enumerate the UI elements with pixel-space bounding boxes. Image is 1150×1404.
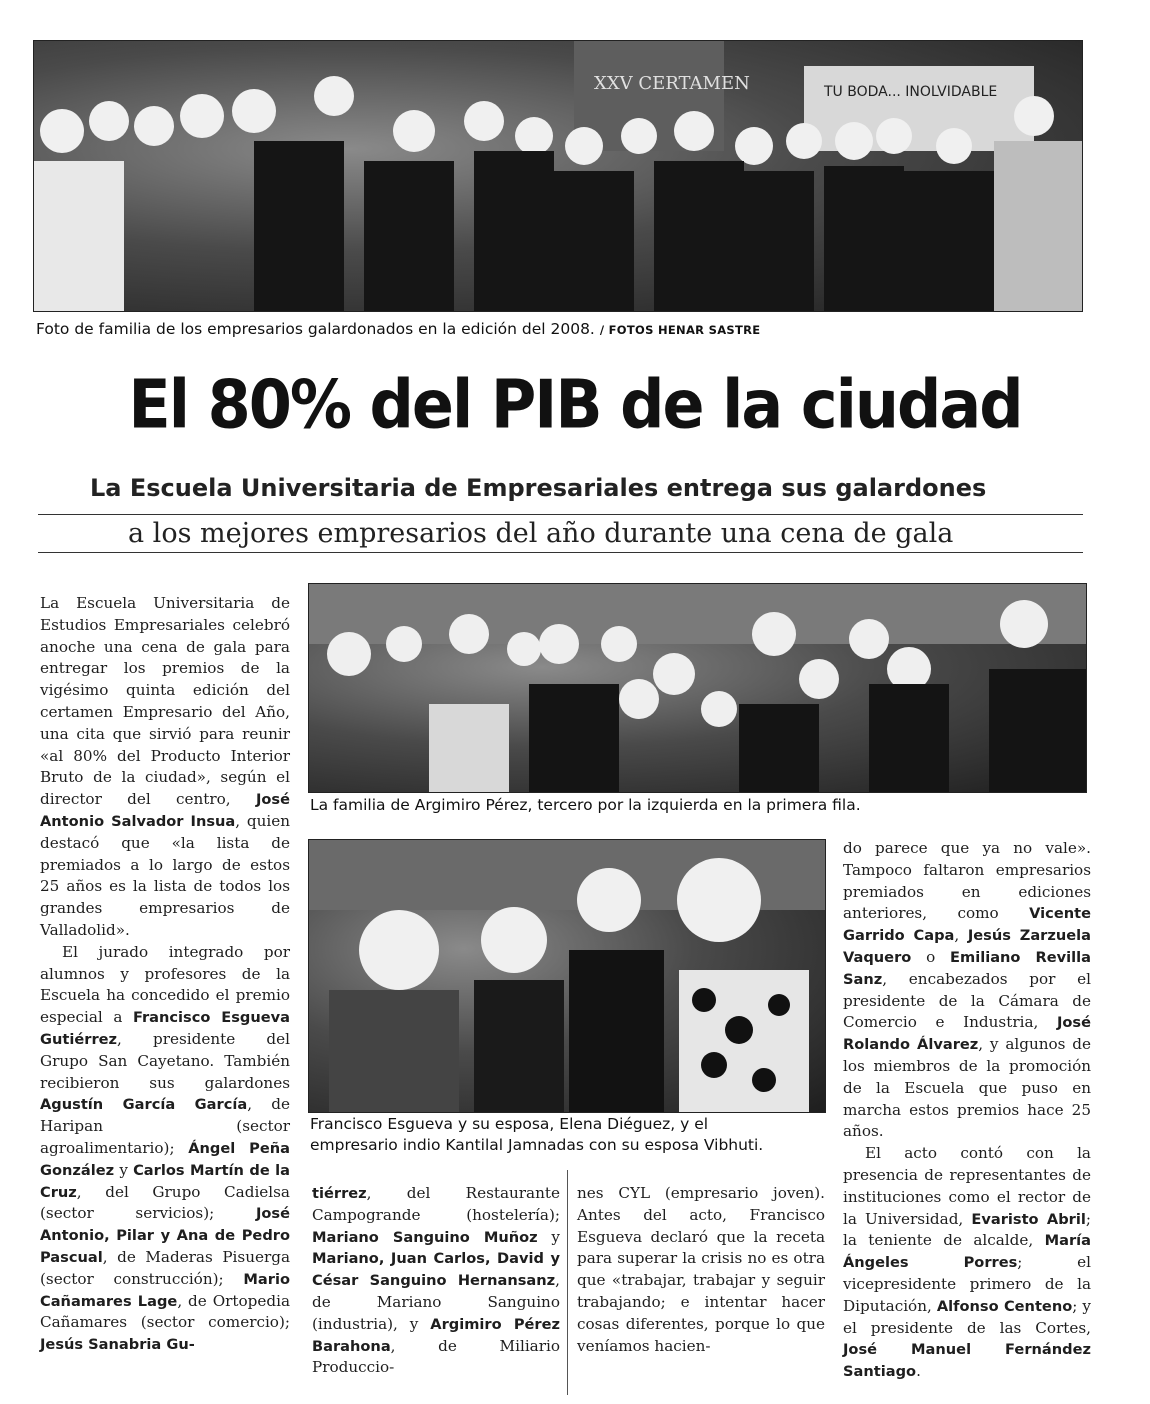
article-column-3: nes CYL (empresario joven). Antes del acto, Francisco Esgueva declaró que la receta para superar la crisis no es otra que «trabajar, trabajar y seguir trabajando; e intentar hacer cosas diferentes, porque lo que veníamos hacien- <box>577 1184 825 1355</box>
caption-esgueva-jamnadas <box>310 1114 763 1156</box>
article-column-2: tiérrez, del Restaurante Campogrande (hostelería); Mariano Sanguino Muñoz y Mariano, Juan Carlos, David y César Sanguino Hernansanz, de Mariano Sanguino (industria), y Argimiro Pérez Barahona, de Miliario Produccio- <box>312 1184 560 1377</box>
headline: El 80% del PIB de la ciudad <box>128 365 1022 444</box>
photo-perez-family <box>308 583 1087 793</box>
article-column-1: La Escuela Universitaria de Estudios Empresariales celebró anoche una cena de gala para entregar los premios de la vigésimo quinta edición del certamen Empresario del Año, una cita que sirvió para reunir «al 80% del Producto Interior Bruto de la ciudad», según el director del centro, José Antonio Salvador Insua, quien destacó que «la lista de premiados a lo largo de estos 25 años es la lista de todos los grandes empresarios de Valladolid». El jurado integrado por alumnos y profesores de la Escuela ha concedido el premio especial a Francisco Esgueva Gutiérrez, presidente del Grupo San Cayetano. También recibieron sus galardones Agustín García García, de Haripan (sector agroalimentario); Ángel Peña González y Carlos Martín de la Cruz, del Grupo Cadielsa (sector servicios); José Antonio, Pilar y Ana de Pedro Pascual, de Maderas Pisuerga (sector construcción); Mario Cañamares Lage, de Ortopedia Cañamares (sector comercio); Jesús Sanabria Gu- <box>40 594 290 1354</box>
sign-certamen: XXV CERTAMEN <box>594 73 750 94</box>
photo-credit: / FOTOS HENAR SASTRE <box>599 323 761 337</box>
caption-perez-family: La familia de Argimiro Pérez, tercero por la izquierda en la primera fila. <box>310 796 861 814</box>
caption-line-1: Francisco Esgueva y su esposa, Elena Diéguez, y el <box>310 1115 709 1133</box>
caption-group-photo <box>36 319 760 341</box>
column-divider <box>567 1170 568 1395</box>
caption-text: Foto de familia de los empresarios galardonados en la edición del 2008. <box>36 320 595 338</box>
photo-group-awardees <box>33 40 1083 312</box>
photo-esgueva-jamnadas <box>308 839 826 1113</box>
article-column-4: do parece que ya no vale». Tampoco faltaron empresarios premiados en ediciones anteriores, como Vicente Garrido Capa, Jesús Zarzuela Vaquero o Emiliano Revilla Sanz, encabezados por el presidente de la Cámara de Comercio e Industria, José Rolando Álvarez, y algunos de los miembros de la promoción de la Escuela que puso en marcha estos premios hace 25 años. El acto contó con la presencia de representantes de instituciones como el rector de la Universidad, Evaristo Abril; la teniente de alcalde, María Ángeles Porres; el vicepresidente primero de la Diputación, Alfonso Centeno; y el presidente de las Cortes, José Manuel Fernández Santiago. <box>843 839 1091 1381</box>
deck-rule-bottom <box>38 552 1083 553</box>
deck-line-2: a los mejores empresarios del año durante una cena de gala <box>128 518 954 549</box>
sign-boda: TU BODA... INOLVIDABLE <box>824 84 998 100</box>
deck-line-1: La Escuela Universitaria de Empresariales entrega sus galardones <box>90 474 987 502</box>
deck-rule <box>38 514 1083 515</box>
caption-line-2: empresario indio Kantilal Jamnadas con su esposa Vibhuti. <box>310 1136 764 1154</box>
